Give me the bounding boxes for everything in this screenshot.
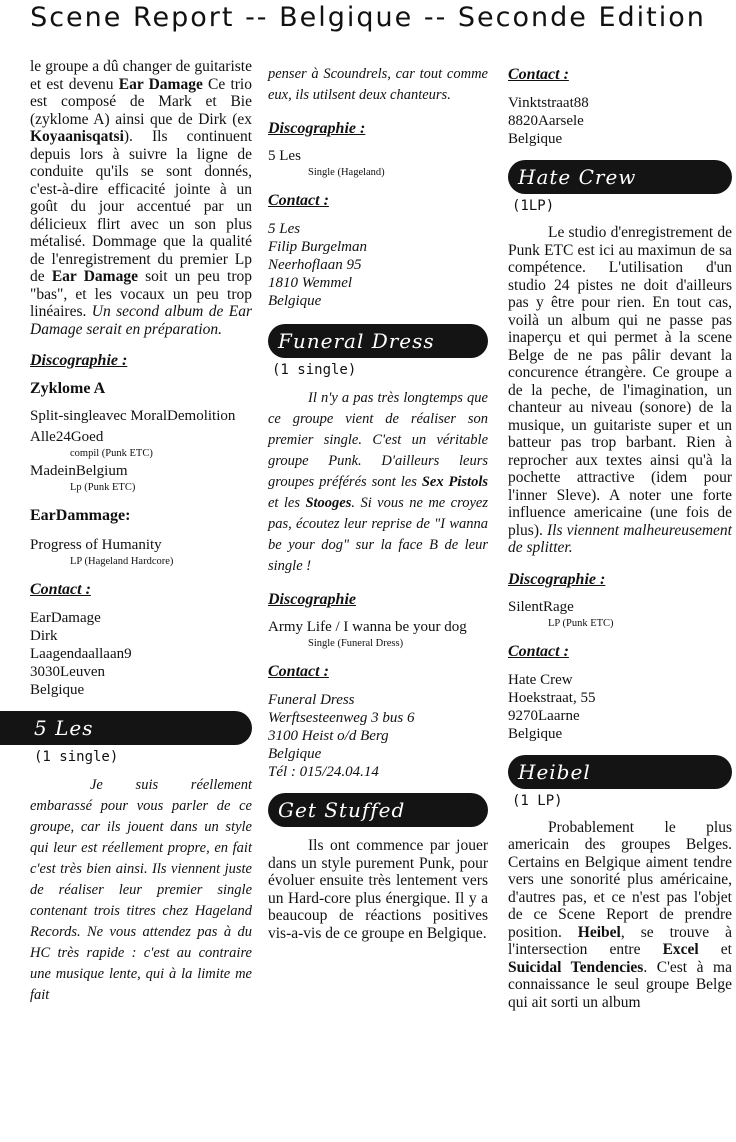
contact-line: 1810 Wemmel — [268, 275, 353, 291]
contact-heading: Contact : — [508, 642, 569, 660]
release-title: Progress of Humanity — [30, 537, 162, 553]
release-detail: Single (Funeral Dress) — [308, 638, 404, 649]
contact-heading: Contact : — [268, 192, 329, 209]
contact-line: Neerhoflaan 95 — [268, 257, 362, 273]
contact-line: Belgique — [268, 746, 322, 762]
release-detail: LP (Punk ETC) — [548, 617, 614, 629]
release-count: (1 single) — [34, 749, 119, 765]
band-banner: 5 Les — [0, 711, 252, 745]
contact-line: Belgique — [268, 293, 322, 309]
release-title: Alle24Goed — [30, 429, 104, 445]
discography-heading: Discographie : — [508, 570, 606, 588]
column-2 — [268, 64, 488, 942]
band-banner: Get Stuffed — [268, 793, 488, 827]
release-count: (1LP) — [512, 198, 555, 214]
contact-heading: Contact : — [508, 66, 569, 83]
contact-line: Hate Crew — [508, 671, 573, 688]
band-name: EarDammage: — [30, 507, 131, 524]
article-text: le groupe a dû changer de guitariste et est devenu Ear Damage Ce trio est composé de Mark et Bie (zyklome A) ainsi que de Dirk (ex Koyaanisqatsi). Ils continuent depuis lors à suivre la ligne de conduite qu'ils se sont donnés, c'est-à-dire efficacité jointe à un goût du jour accentué par un délicieux flirt avec un son plus métalisé. Dommage que la qualité de l'enregistrement du premier Lp de Ear Damage soit un peu trop "bas", et les vocaux un peu trop linéaires. Un second album de Ear Damage serait en préparation. — [30, 58, 252, 338]
contact-line: Tél : 015/24.04.14 — [268, 764, 379, 780]
contact-line: Dirk — [30, 628, 58, 644]
band-banner: Hate Crew — [508, 160, 732, 194]
article-text: penser à Scoundrels, car tout comme eux, ils utilsent deux chanteurs. — [268, 66, 488, 103]
contact-line: Funeral Dress — [268, 692, 355, 708]
contact-line: Laagendaallaan9 — [30, 646, 132, 662]
contact-heading: Contact : — [268, 663, 329, 680]
contact-line: Belgique — [508, 725, 563, 742]
contact-line: Vinktstraat88 — [508, 95, 589, 111]
release-detail: compil (Punk ETC) — [70, 448, 153, 459]
article-text: Le studio d'enregistrement de Punk ETC est ici au maximun de sa compétence. L'utilisation d'un studio 24 pistes ne doit d'ailleurs pas y être pour rien. En tout cas, voilà un album qui ne passe pas inaperçu et qui permet à la scene Belge de ne pas pâlir devant la concurence étrangère. Ce groupe a de la peche, de l'imagination, un chanteur au niveau (sonore) de la musique, un guitariste super et un batteur pas trop barbant. Rien à reprocher aux textes ainsi qu'à la pochette attractive (idem pour l'inner Sleve). A noter une forte influence americaine (une fois de plus). Ils viennent malheureusement de splitter. — [508, 224, 732, 556]
release-detail: Single (Hageland) — [308, 167, 385, 178]
contact-line: Belgique — [508, 131, 563, 147]
contact-heading: Contact : — [30, 581, 91, 598]
page-title: Scene Report -- Belgique -- Seconde Edition — [30, 2, 706, 33]
contact-line: Filip Burgelman — [268, 239, 368, 255]
release-title: MadeinBelgium — [30, 463, 128, 479]
article-text: Probablement le plus americain des groupes Belges. Certains en Belgique aiment tendre vers une sonorité plus américaine, d'autres pas, et ce n'est pas l'objet de ce Scene Report de prendre position. Heibel, se trouve à l'intersection entre Excel et Suicidal Tendencies. C'est à ma connaissance le seul groupe Belge qui ait sorti un album — [508, 818, 733, 1011]
contact-line: 3030Leuven — [30, 664, 105, 680]
article-text: Il n'y a pas très longtemps que ce groupe vient de réaliser son premier single. C'est un véritable groupe Punk. D'ailleurs leurs groupes préférés sont les Sex Pistols et les Stooges. Si vous ne me croyez pas, écoutez leur reprise de "I wanna be your dog" sur la face B de leur single ! — [268, 390, 488, 574]
article-text: Ils ont commence par jouer dans un style purement Punk, pour évoluer ensuite très lentement vers un Hard-core plus énergique. Il y a beaucoup de réactions positives vis-a-vis de ce groupe en Belgique. — [268, 837, 488, 942]
contact-line: Belgique — [30, 682, 85, 698]
contact-line: 5 Les — [268, 221, 301, 237]
release-detail: Lp (Punk ETC) — [70, 482, 136, 493]
contact-line: Hoekstraat, 55 — [508, 689, 596, 706]
contact-line: 3100 Heist o/d Berg — [268, 728, 389, 744]
release-title: Split-singleavec MoralDemolition — [30, 408, 236, 424]
contact-line: Werftsesteenweg 3 bus 6 — [268, 710, 415, 726]
contact-line: 9270Laarne — [508, 707, 580, 724]
contact-line: EarDamage — [30, 610, 101, 626]
contact-line: 8820Aarsele — [508, 113, 584, 129]
release-detail: LP (Hageland Hardcore) — [70, 556, 174, 567]
release-title: Army Life / I wanna be your dog — [268, 619, 467, 635]
discography-heading: Discographie : — [30, 352, 128, 369]
discography-heading: Discographie — [268, 591, 356, 608]
article-text: Je suis réellement embarassé pour vous parler de ce groupe, car ils jouent dans un style qui leur est réellement propre, en fait c'est très bien ainsi. Ils viennent juste de réaliser leur premier single contenant trois titres chez Hageland Records. Ne vous attendez pas à du HC très rapide : c'est au contraire une musique lente, qui à la limite me fait — [30, 777, 252, 1003]
release-title: 5 Les — [268, 148, 301, 164]
band-banner: Funeral Dress — [268, 324, 488, 358]
release-title: SilentRage — [508, 598, 574, 615]
discography-heading: Discographie : — [268, 120, 366, 137]
column-3 — [508, 66, 732, 1011]
band-name: Zyklome A — [30, 380, 106, 397]
band-banner: Heibel — [508, 755, 732, 789]
column-1 — [30, 58, 252, 1006]
release-count: (1 single) — [272, 362, 357, 378]
release-count: (1 LP) — [512, 792, 563, 809]
